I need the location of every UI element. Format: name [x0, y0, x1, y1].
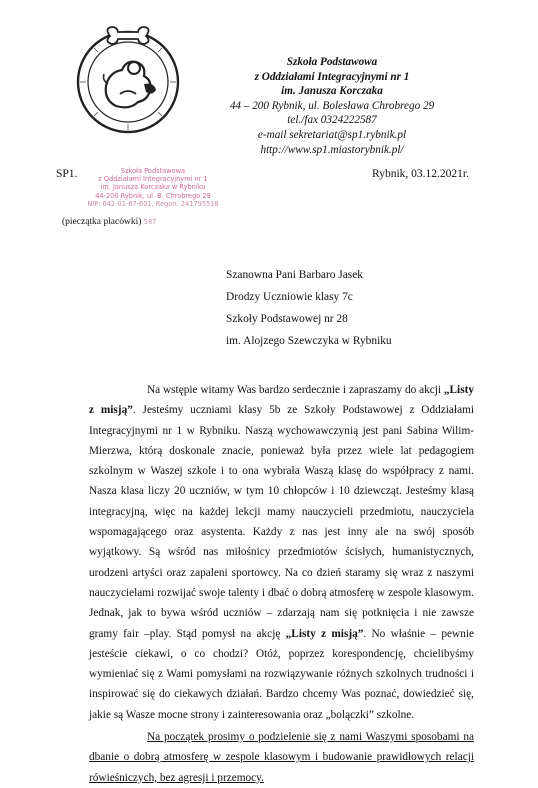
school-name: Szkoła Podstawowa	[286, 56, 378, 68]
reference-number: SP1.	[56, 168, 78, 180]
body-paragraph-1	[89, 380, 474, 725]
school-address: 44 – 200 Rybnik, ul. Bolesława Chrobrego 29	[229, 99, 435, 112]
stamp-caption: (pieczątka placówki)	[62, 217, 142, 227]
body-paragraph-2: Na początek prosimy o podzielenie się z nami Waszymi sposobami na dbanie o dobrą atmosferę w zespole klasowym i budowanie prawidłowych relacji rówieśniczych, bez agresji i przemocy.	[89, 731, 474, 784]
school-logo	[58, 24, 198, 136]
stamp-line-4: 44-200 Rybnik, ul. B. Chrobrego 29	[95, 191, 211, 200]
letter-body	[89, 380, 474, 788]
body-p1-a: Na wstępie witamy Was bardzo serdecznie i zapraszamy do akcji	[147, 384, 444, 396]
school-patron: im. Janusza Korczaka	[281, 85, 383, 98]
school-stamp	[62, 167, 244, 208]
recipient-line-2: Drodzy Uczniowie klasy 7c	[226, 291, 353, 303]
school-phone: tel./fax 0324222587	[287, 114, 377, 127]
action-name: „Listy z misją”	[89, 384, 475, 417]
stamp-line-5: NIP: 642-01-67-601, Regon: 241795518	[87, 199, 219, 208]
action-name-2: „Listy z misją”	[285, 627, 364, 640]
stamp-caption-row	[62, 217, 156, 227]
school-name-line2: z Oddziałami Integracyjnymi nr 1	[254, 70, 410, 83]
recipient-line-1: Szanowna Pani Barbaro Jasek	[226, 269, 363, 281]
stamp-line-2: z Oddziałami Integracyjnymi nr 1	[98, 175, 208, 184]
stamp-line-6: 587	[143, 218, 157, 226]
body-p1-b: . Jesteśmy uczniami klasy 5b ze Szkoły Podstawowej z Oddziałami Integracyjnymi nr 1 w Rybniku. Naszą wychowawczynią jest pani Sabina Wilim-Mierzwa, którą doskonale znacie, ponieważ była przez wiele lat pedagogiem szkolnym w Waszej szkole i to ona wybrała Waszą klasę do współpracy z nami. Nasza klasa liczy 20 uczniów, w tym 10 chłopców i 10 dziewcząt. Jesteśmy klasą integracyjną, więc na każdej lekcji mamy nauczycieli przedmiotu, nauczyciela wspomagającego oraz asystenta. Każdy z nas jest inny ale na swój sposób wyjątkowy. Są wśród nas miłośnicy przedmiotów ścisłych, humanistycznych, urodzeni artyści oraz zapaleni sportowcy. Na co dzień staramy się wraz z naszymi nauczycielami rozwijać swoje talenty i dbać o dobrą atmosferę w zespole klasowym. Jednak, jak to bywa wśród uczniów – zdarzają nam się potknięcia i nie zawsze gramy fair –play. Stąd pomysł na akcję	[89, 404, 475, 640]
recipient-line-3: Szkoły Podstawowej nr 28	[226, 313, 348, 325]
school-website: http://www.sp1.miastorybnik.pl/	[260, 143, 404, 156]
school-header	[212, 55, 452, 157]
letter-date: Rybnik, 03.12.2021r.	[372, 168, 469, 180]
school-email: e-mail sekretariat@sp1.rybnik.pl	[257, 128, 407, 141]
stamp-line-1: Szkoła Podstawowa	[120, 167, 186, 175]
recipient-line-4: im. Alojzego Szewczyka w Rybniku	[226, 335, 392, 347]
stamp-line-3: im. Janusza Korczaka w Rybniku	[100, 183, 206, 192]
recipient-block	[226, 264, 392, 352]
body-p1-c: . No właśnie – pewnie jesteście ciekawi, o co chodzi? Otóż, poprzez korespondencję, chcielibyśmy wymieniać się z Wami pomysłami na rozwiązywanie różnych szkolnych trudności i inspirować się do ciekawych działań. Bardzo chcemy Was poznać, dowiedzieć się, jakie są Wasze mocne strony i zainteresowania oraz „bolączki” szkolne.	[89, 627, 475, 721]
